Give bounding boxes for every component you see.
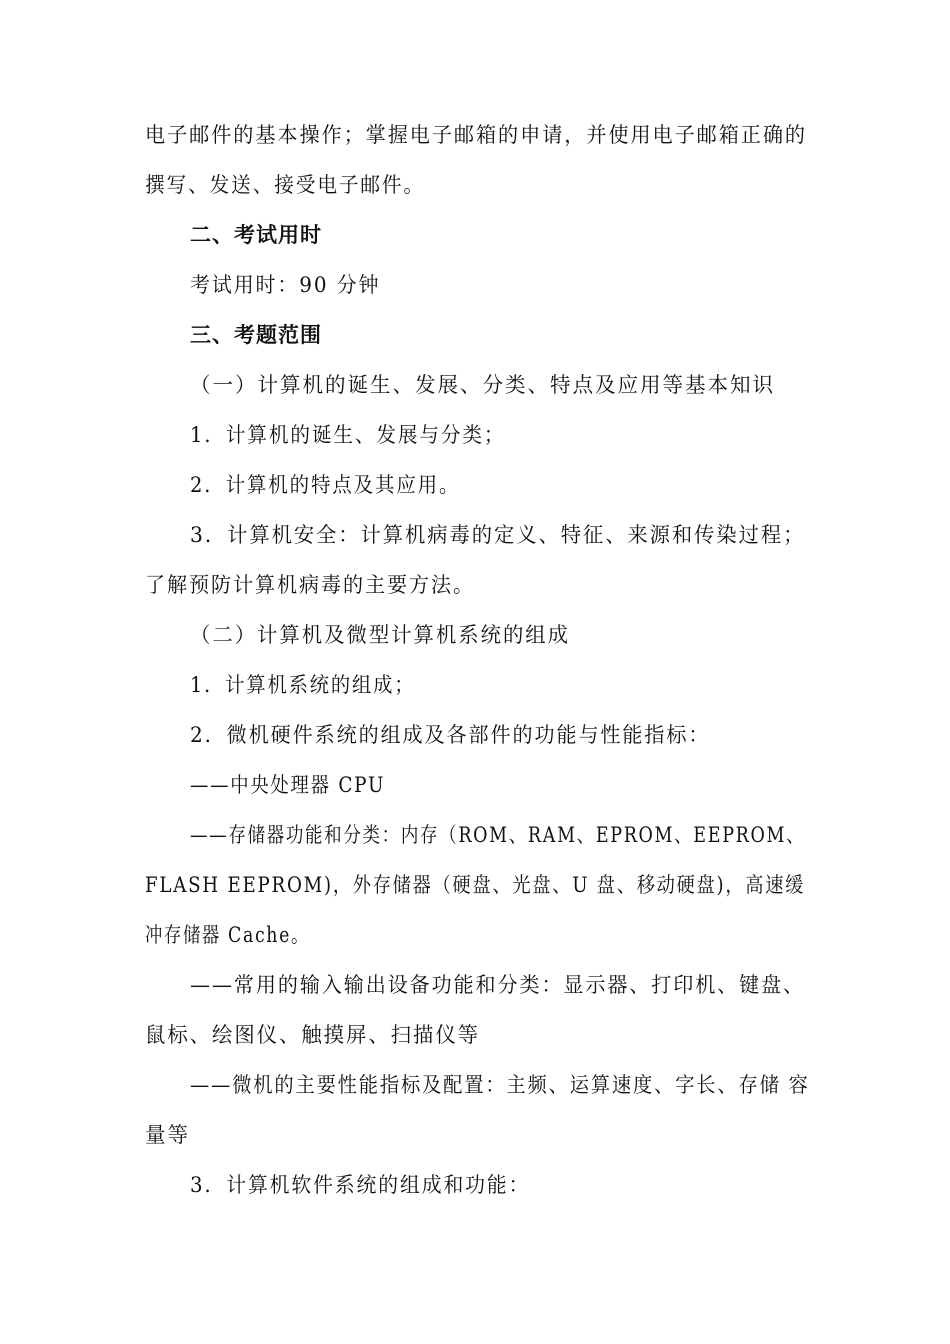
body-text-line: 量等 — [145, 1123, 191, 1147]
list-item: 2．计算机的特点及其应用。 — [190, 473, 461, 497]
body-text-line: 撰写、发送、接受电子邮件。 — [145, 173, 426, 197]
section-heading: 三、考题范围 — [190, 323, 322, 347]
subsection-heading: （一）计算机的诞生、发展、分类、特点及应用等基本知识 — [190, 373, 776, 397]
dash-item: ——微机的主要性能指标及配置：主频、运算速度、字长、存储 容 — [190, 1073, 810, 1097]
list-item: 3．计算机安全：计算机病毒的定义、特征、来源和传染过程； — [190, 523, 806, 547]
body-text-line: 了解预防计算机病毒的主要方法。 — [145, 573, 475, 597]
body-text-line: FLASH EEPROM)，外存储器（硬盘、光盘、U 盘、移动硬盘)，高速缓 — [145, 873, 806, 897]
list-item: 1．计算机系统的组成； — [190, 673, 416, 697]
list-item: 3．计算机软件系统的组成和功能： — [190, 1173, 531, 1197]
dash-item: ——中央处理器 CPU — [190, 773, 386, 797]
list-item: 2．微机硬件系统的组成及各部件的功能与性能指标： — [190, 723, 711, 747]
body-text-line: 鼠标、绘图仪、触摸屏、扫描仪等 — [145, 1023, 480, 1047]
section-heading: 二、考试用时 — [190, 223, 322, 247]
body-text-line: 考试用时：90 分钟 — [190, 273, 381, 297]
body-text-line: 电子邮件的基本操作；掌握电子邮箱的申请，并使用电子邮箱正确的 — [145, 123, 807, 147]
subsection-heading: （二）计算机及微型计算机系统的组成 — [190, 623, 571, 647]
body-text-line: 冲存储器 Cache。 — [145, 923, 310, 947]
dash-item: ——常用的输入输出设备功能和分类：显示器、打印机、键盘、 — [190, 973, 806, 997]
dash-item: ——存储器功能和分类：内存（ROM、RAM、EPROM、EEPROM、 — [190, 823, 806, 847]
list-item: 1．计算机的诞生、发展与分类； — [190, 423, 506, 447]
